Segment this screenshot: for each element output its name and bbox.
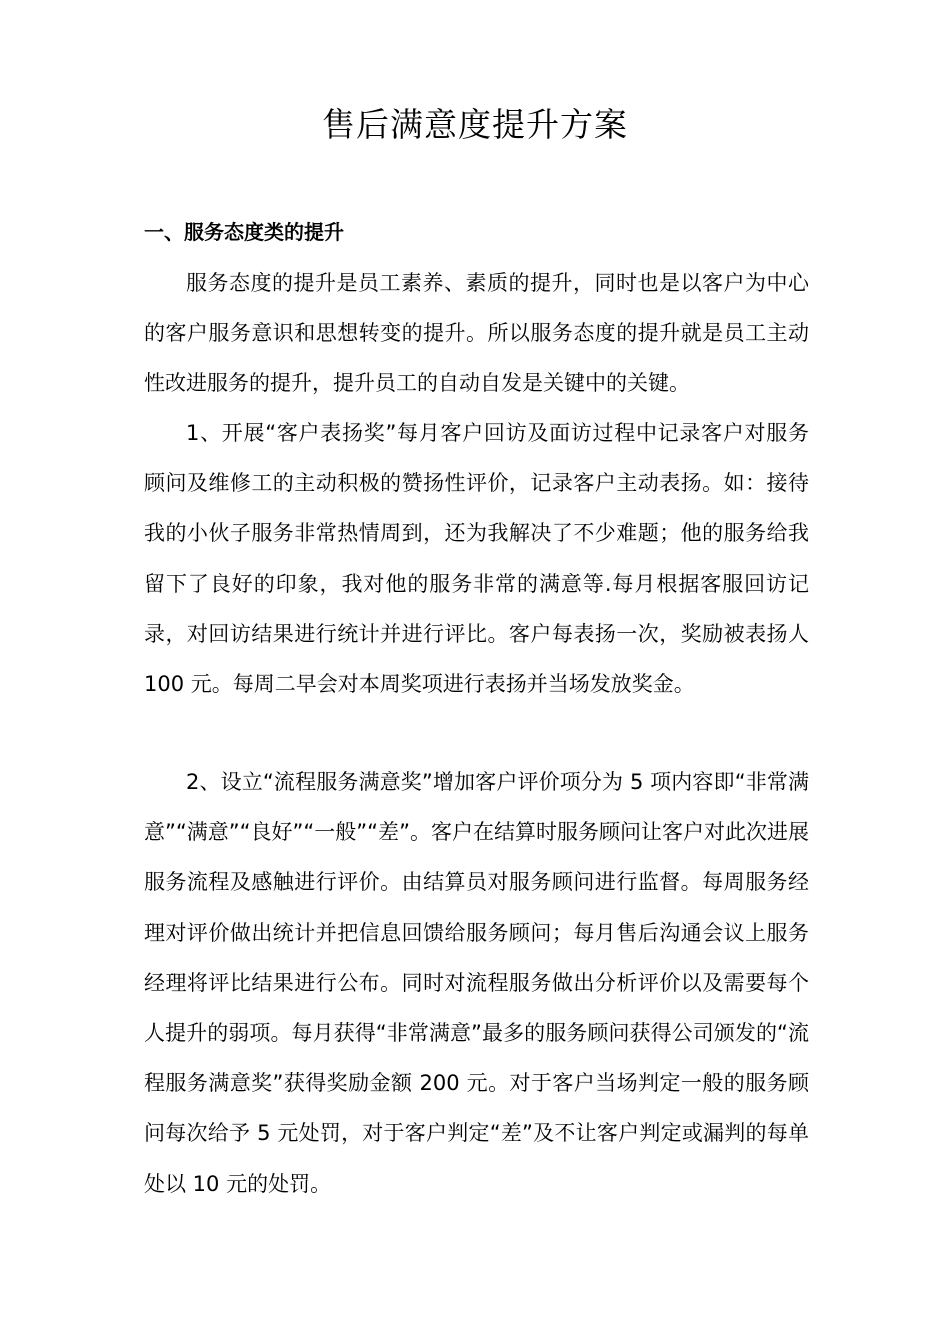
paragraph-process-award: 2、设立“流程服务满意奖”增加客户评价项分为 5 项内容即“非常满意”“满意”“良好”“一般”“差”。客户在结算时服务顾问让客户对此次进展服务流程及感触进行评价。由结算员对服务顾问进行监督。每周服务经理对评价做出统计并把信息回馈给服务顾问；每月售后沟通会议上服务经理将评比结果进行公布。同时对流程服务做出分析评价以及需要每个人提升的弱项。每月获得“非常满意”最多的服务顾问获得公司颁发的“流程服务满意奖”获得奖励金额 200 元。对于客户当场判定一般的服务顾问每次给予 5 元处罚，对于客户判定“差”及不让客户判定或漏判的每单处以 10 元的处罚。 [144,770,809,1196]
document-title: 售后满意度提升方案 [322,105,628,144]
paragraph-praise-award: 1、开展“客户表扬奖”每月客户回访及面访过程中记录客户对服务顾问及维修工的主动积极的赞扬性评价，记录客户主动表扬。如：接待我的小伙子服务非常热情周到，还为我解决了不少难题；他的服务给我留下了良好的印象，我对他的服务非常的满意等.每月根据客服回访记录，对回访结果进行统计并进行评比。客户每表扬一次，奖励被表扬人 100 元。每周二早会对本周奖项进行表扬并当场发放奖金。 [144,421,809,697]
paragraph-intro: 服务态度的提升是员工素养、素质的提升，同时也是以客户为中心的客户服务意识和思想转变的提升。所以服务态度的提升就是员工主动性改进服务的提升，提升员工的自动自发是关键中的关键。 [144,271,809,396]
section-heading: 一、服务态度类的提升 [144,220,344,244]
